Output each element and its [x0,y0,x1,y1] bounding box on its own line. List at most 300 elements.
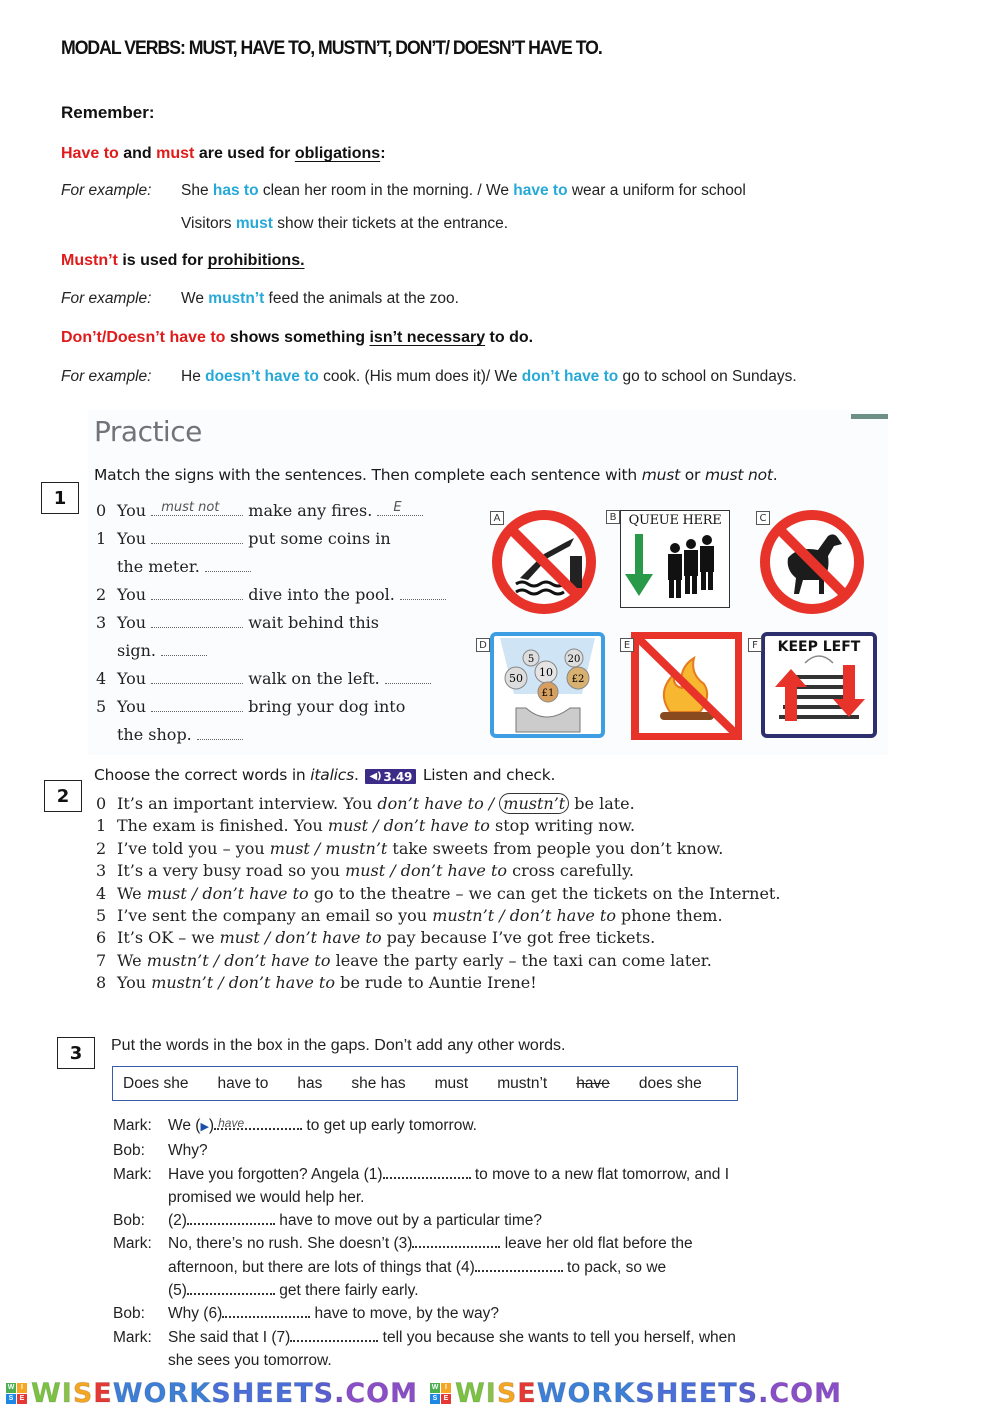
sign-d-coins [476,630,606,740]
answer-handwritten: must not [161,500,220,515]
option-1[interactable]: mustn’t [146,950,209,970]
option-1[interactable]: must [269,838,310,858]
dialog-segment: to pack, so we [562,1258,667,1276]
item-subject: You [117,501,147,520]
speaker-name: Mark: [113,1165,152,1183]
underlined-term: isn’t necessary [369,329,486,346]
dialog-segment: she sees you tomorrow. [168,1351,332,1369]
item-line [117,721,405,749]
option-2[interactable]: mustn’t [499,793,569,814]
option-2[interactable]: mustn’t [325,838,388,858]
text-segment: wear a uniform for school [567,182,746,199]
item-line [117,497,423,525]
logo-letter: M [390,1377,418,1409]
option-separator: / [259,928,276,948]
item-number: 2 [96,585,107,604]
sign-letter-gap[interactable] [385,670,431,684]
logo-letter: K [613,1377,636,1409]
word-box-item: have [576,1074,610,1092]
wiseworksheets-logo [424,1378,842,1409]
dialog-text [168,1186,364,1209]
svg-text:20: 20 [567,654,581,665]
logo-letter: I [61,1377,73,1409]
text-segment: Visitors [181,215,236,232]
item-line [117,637,379,665]
option-separator: / [186,883,203,903]
logo-box-letter: E [17,1394,27,1404]
logo-letter: E [274,1377,295,1409]
highlighted-term: must [235,215,273,232]
highlighted-term: Don’t/Doesn’t have to [61,329,226,346]
option-separator: / [368,816,384,836]
item-body [117,497,423,525]
word-box [112,1066,738,1101]
highlighted-term: Mustn’t [61,252,118,269]
play-icon: ▶ [200,1121,209,1133]
instruction-text: Match the signs with the sentences. Then complete each sentence with [94,466,642,484]
exercise1-item [96,581,466,609]
answer-gap[interactable] [222,1306,310,1318]
dialog-segment: promised we would help her. [168,1188,365,1206]
queue-people-icon [621,528,729,603]
dialog-text [168,1114,477,1139]
wiseworksheets-logo [0,1378,418,1409]
sentence-text: pay because I’ve got free tickets. [381,928,656,948]
exercise1-item [96,609,466,665]
listen-check-text: Listen and check. [422,766,556,784]
highlighted-term: has to [212,182,259,199]
text-segment: He [181,368,206,385]
dialog-segment: We ( [168,1117,201,1134]
item-body [117,693,405,749]
logo-box-letter: W [431,1384,439,1391]
audio-track-number: 3.49 [383,769,413,784]
logo-letter: S [211,1377,232,1409]
svg-text:10: 10 [539,666,553,679]
example-sentence [181,368,797,386]
item-sentence [117,793,635,815]
option-1[interactable]: mustn’t [432,906,495,926]
dialog-line [113,1326,803,1349]
item-text: sign. [117,641,156,660]
example-sentence [181,182,746,200]
speaker-icon: ◀) [369,771,382,782]
option-2[interactable]: don’t have to [228,973,335,993]
logo-box-letter: S [430,1394,440,1404]
answer-gap[interactable] [151,698,243,712]
dialog-segment: get there fairly early. [274,1282,419,1300]
logo-letter: S [737,1377,759,1409]
speaker-name: Bob: [113,1305,145,1323]
queue-sign-frame [620,510,730,608]
logo-letter: W [112,1377,144,1409]
dialog-line [113,1232,803,1255]
example-sentence [181,215,508,233]
sign-b-queue-here [606,510,730,610]
dialog-text [168,1232,693,1255]
logo-letter: I [485,1377,497,1409]
sign-f-keep-left [748,630,878,740]
dialog-segment: No, there’s no rush. She doesn’t (3) [168,1235,413,1253]
text-segment: is used for [117,252,208,269]
logo-box-letter: I [441,1383,451,1393]
keep-left-text: KEEP LEFT [777,639,861,655]
dialog-line [113,1114,803,1139]
item-body [117,609,379,665]
example-label: For example: [61,368,152,385]
sign-a-no-diving [486,508,601,616]
item-number: 4 [96,669,107,688]
instruction-italic: must [641,466,681,484]
item-subject: You [117,613,147,632]
item-text: make any fires. [248,501,373,520]
logo-letter: O [366,1377,391,1409]
highlighted-term: doesn’t have to [205,368,319,385]
speaker-name: Bob: [113,1212,145,1230]
audio-track-badge[interactable] [365,769,416,784]
option-2[interactable]: don’t have to [400,861,508,881]
option-2[interactable]: don’t have to [509,906,616,926]
item-line [117,665,431,693]
exercise-number-2: 2 [44,780,82,812]
logo-box-letter: W [7,1384,15,1391]
item-sentence [117,883,780,905]
logo-letter: T [294,1377,314,1409]
rule-obligations [61,145,386,163]
dialog-segment: to get up early tomorrow. [302,1117,477,1134]
answer-gap[interactable] [383,1167,471,1179]
answer-gap[interactable] [187,1283,275,1295]
item-number: 3 [96,613,107,632]
logo-letter: W [455,1377,486,1409]
exercise2-item [96,815,780,837]
answer-gap[interactable] [151,670,243,684]
answer-gap[interactable] [187,1213,275,1225]
dialog-line [113,1256,803,1279]
no-fire-icon [620,632,742,740]
option-1[interactable]: don’t have to [377,794,484,813]
item-body [117,581,446,609]
speaker-name [113,1186,168,1209]
sign-letter: C [756,511,770,525]
word-box-item: must [434,1074,469,1092]
sign-letter: F [748,638,762,652]
item-line [117,581,446,609]
logo-letter: C [769,1377,791,1409]
option-2[interactable]: don’t have to [275,928,382,948]
sentence-text: It’s OK – we [117,928,220,948]
logo-letter: S [635,1377,656,1409]
instruction-italic: must not [704,466,773,484]
dialog-segment: Why? [168,1142,208,1160]
text-segment: shows something [225,329,370,346]
svg-text:50: 50 [509,672,523,685]
sentence-text: It’s an important interview. You [117,794,378,813]
speaker-name: Mark: [113,1328,152,1346]
dialog-text [168,1139,208,1162]
dialog-text [168,1302,499,1325]
sentence-text: take sweets from people you don’t know. [387,838,724,858]
item-sentence [117,950,712,972]
item-text: put some coins in [248,529,391,548]
exercise-number-1: 1 [41,482,79,514]
letter-handwritten: E [393,500,402,515]
logo-letter: R [591,1377,614,1409]
answer-gap[interactable] [475,1260,563,1272]
exercise1-instruction [94,466,777,484]
answer-gap[interactable] [151,502,243,516]
logo-letter: S [72,1377,94,1409]
logo-letter: E [698,1377,719,1409]
item-text: the shop. [117,725,192,744]
logo-letter: . [758,1377,770,1409]
option-2[interactable]: don’t have to [202,883,309,903]
dialog-line [113,1163,803,1186]
stairs-arrows-icon [765,655,873,730]
sentence-text: cross carefully. [507,861,634,881]
item-line [117,553,391,581]
sign-letter-gap[interactable] [197,726,243,740]
answer-gap[interactable] [151,586,243,600]
dialog-text [168,1163,729,1186]
logo-letter: . [334,1377,346,1409]
dialog-line [113,1186,803,1209]
dialog-segment: tell you because she wants to tell you herself, when [378,1328,736,1346]
answer-gap[interactable] [151,530,243,544]
item-number: 0 [96,794,107,813]
sentence-text: The exam is finished. You [117,816,328,836]
logo-letter: H [231,1377,256,1409]
item-number: 1 [96,816,107,836]
logo-letter: M [814,1377,842,1409]
option-separator: / [213,973,229,993]
item-body [117,525,391,581]
sentence-text: be rude to Auntie Irene! [334,973,537,993]
practice-title: Practice [94,415,202,448]
exercise1-item [96,693,466,749]
logo-letter: E [255,1377,275,1409]
answer-gap[interactable] [151,614,243,628]
sentence-text: leave the party early – the taxi can come later. [330,950,712,970]
text-segment: show their tickets at the entrance. [272,215,509,232]
logo-box-letter: I [17,1383,27,1393]
exercise2-item [96,927,780,949]
item-number: 8 [96,973,107,993]
item-sentence [117,905,723,927]
sentence-text: It’s a very busy road so you [117,861,346,881]
text-segment: and [118,145,157,162]
dialog-segment: have to move out by a particular time? [274,1212,543,1230]
instruction-text: Choose the correct words in [94,766,311,784]
sentence-text: I’ve told you – you [117,838,270,858]
dialog-segment: leave her old flat before the [500,1235,693,1253]
sign-c-no-dogs [752,508,870,616]
item-number: 5 [96,906,107,926]
dialog-text [168,1209,542,1232]
logo-letter: W [31,1377,62,1409]
item-number: 5 [96,697,107,716]
option-1[interactable]: must [345,861,386,881]
logo-letter: O [790,1377,815,1409]
logo-letter: K [189,1377,212,1409]
logo-letter: T [718,1377,738,1409]
dialog-text [168,1349,332,1372]
option-2[interactable]: don’t have to [383,816,490,836]
svg-text:£2: £2 [571,674,585,685]
option-1[interactable]: must [219,928,260,948]
answer-gap[interactable] [412,1236,500,1248]
exercise1-list [96,497,466,749]
sign-letter: E [620,638,634,652]
sign-letter: D [476,638,490,652]
highlighted-term: Have to [61,145,119,162]
text-segment: to do. [485,329,534,346]
speaker-name [113,1256,168,1279]
word-box-item: does she [638,1074,702,1092]
instruction-text: . [772,466,778,484]
answer-handwritten: have [218,1116,245,1130]
item-text: the meter. [117,557,200,576]
dialog-line [113,1302,803,1325]
sentence-text: phone them. [615,906,723,926]
coins-meter-icon [494,636,601,734]
sentence-text: You [117,973,152,993]
dialog-segment: have to move, by the way? [310,1305,499,1323]
sentence-text: stop writing now. [489,816,636,836]
option-separator: / [208,950,225,970]
highlighted-term: must [156,145,195,162]
page-title: MODAL VERBS: MUST, HAVE TO, MUSTN’T, DON’T/ DOESN’T HAVE TO. [61,38,602,59]
dialog-line [113,1209,803,1232]
example-sentence [181,290,459,308]
item-line [117,693,405,721]
text-segment: : [380,145,386,162]
speaker-name: Mark: [113,1117,152,1134]
dialog-line [113,1279,803,1302]
item-subject: You [117,669,147,688]
underlined-term: obligations [294,145,381,162]
option-separator: / [494,906,510,926]
speaker-name: Bob: [113,1142,145,1160]
option-separator: / [309,838,326,858]
highlighted-term: don’t have to [521,368,619,385]
sentence-text: go to the theatre – we can get the tickets on the Internet. [308,883,781,903]
sign-letter-gap[interactable] [161,642,207,656]
highlighted-term: have to [513,182,568,199]
item-sentence [117,972,537,994]
logo-box-letter: E [441,1394,451,1404]
text-segment: feed the animals at the zoo. [264,290,459,307]
item-line [117,609,379,637]
dialog-segment: (2) [168,1212,187,1230]
svg-text:£1: £1 [541,688,555,699]
svg-text:5: 5 [527,654,535,665]
logo-text [31,1378,418,1409]
logo-letter: E [93,1377,113,1409]
speaker-name [113,1279,168,1302]
remember-heading: Remember: [61,103,155,122]
rule-not-necessary [61,329,533,347]
logo-letter: O [567,1377,592,1409]
dialog-segment: Why (6) [168,1305,223,1323]
answer-gap[interactable] [290,1330,378,1342]
dialog-segment: to move to a new flat tomorrow, and I [470,1165,730,1183]
item-subject: You [117,585,147,604]
option-separator: / [385,861,401,881]
text-segment: are used for [194,145,295,162]
exercise2-item [96,972,780,994]
item-text: dive into the pool. [248,585,395,604]
sentence-text: We [117,950,147,970]
item-number: 4 [96,883,107,903]
dialog-segment: ) [208,1117,215,1134]
exercise2-list [96,793,780,995]
instruction-italic: italics [310,766,354,784]
exercise1-item [96,665,466,693]
instruction-text: . [353,766,359,784]
item-sentence [117,838,723,860]
speaker-name [113,1349,168,1372]
coin-sign-frame [490,632,605,738]
item-subject: You [117,697,147,716]
option-2[interactable]: don’t have to [224,950,331,970]
dialog-line [113,1139,803,1162]
option-1[interactable]: must [327,816,369,836]
logo-letter: E [517,1377,537,1409]
text-segment: go to school on Sundays. [618,368,797,385]
word-box-item: Does she [123,1074,189,1092]
item-text: wait behind this [248,613,379,632]
exercise2-item [96,883,780,905]
exercise2-item [96,793,780,815]
rule-prohibitions [61,252,305,270]
exercise1-item [96,497,466,525]
option-1[interactable]: must [146,883,187,903]
word-box-item: have to [217,1074,269,1092]
exercise2-instruction [94,766,555,784]
speaker-name: Mark: [113,1235,152,1253]
sign-letter-gap[interactable] [205,558,251,572]
dialog-text [168,1256,666,1279]
sign-e-no-fires [620,632,742,740]
dialog-segment: afternoon, but there are lots of things that (4) [168,1258,475,1276]
logo-letter: E [679,1377,699,1409]
sign-letter: A [490,511,504,525]
word-box-item: has [297,1074,323,1092]
example-label: For example: [61,290,152,307]
text-segment: cook. (His mum does it)/ We [318,368,522,385]
item-text: bring your dog into [248,697,406,716]
word-box-item: she has [351,1074,406,1092]
sign-letter-gap[interactable] [400,586,446,600]
sentence-text: I’ve sent the company an email so you [117,906,433,926]
exercise2-item [96,950,780,972]
sign-letter-gap[interactable] [377,502,423,516]
item-sentence [117,927,655,949]
wise-logo-box-icon [430,1383,451,1404]
exercise2-item [96,905,780,927]
item-sentence [117,860,634,882]
decorative-bar [851,414,888,419]
answer-gap[interactable] [214,1118,302,1130]
text-segment: She [181,182,213,199]
option-separator: / [483,794,500,813]
option-1[interactable]: mustn’t [151,973,214,993]
logo-letter: H [655,1377,680,1409]
exercise-number-3: 3 [57,1037,95,1069]
highlighted-term: mustn’t [208,290,265,307]
item-text: walk on the left. [248,669,380,688]
